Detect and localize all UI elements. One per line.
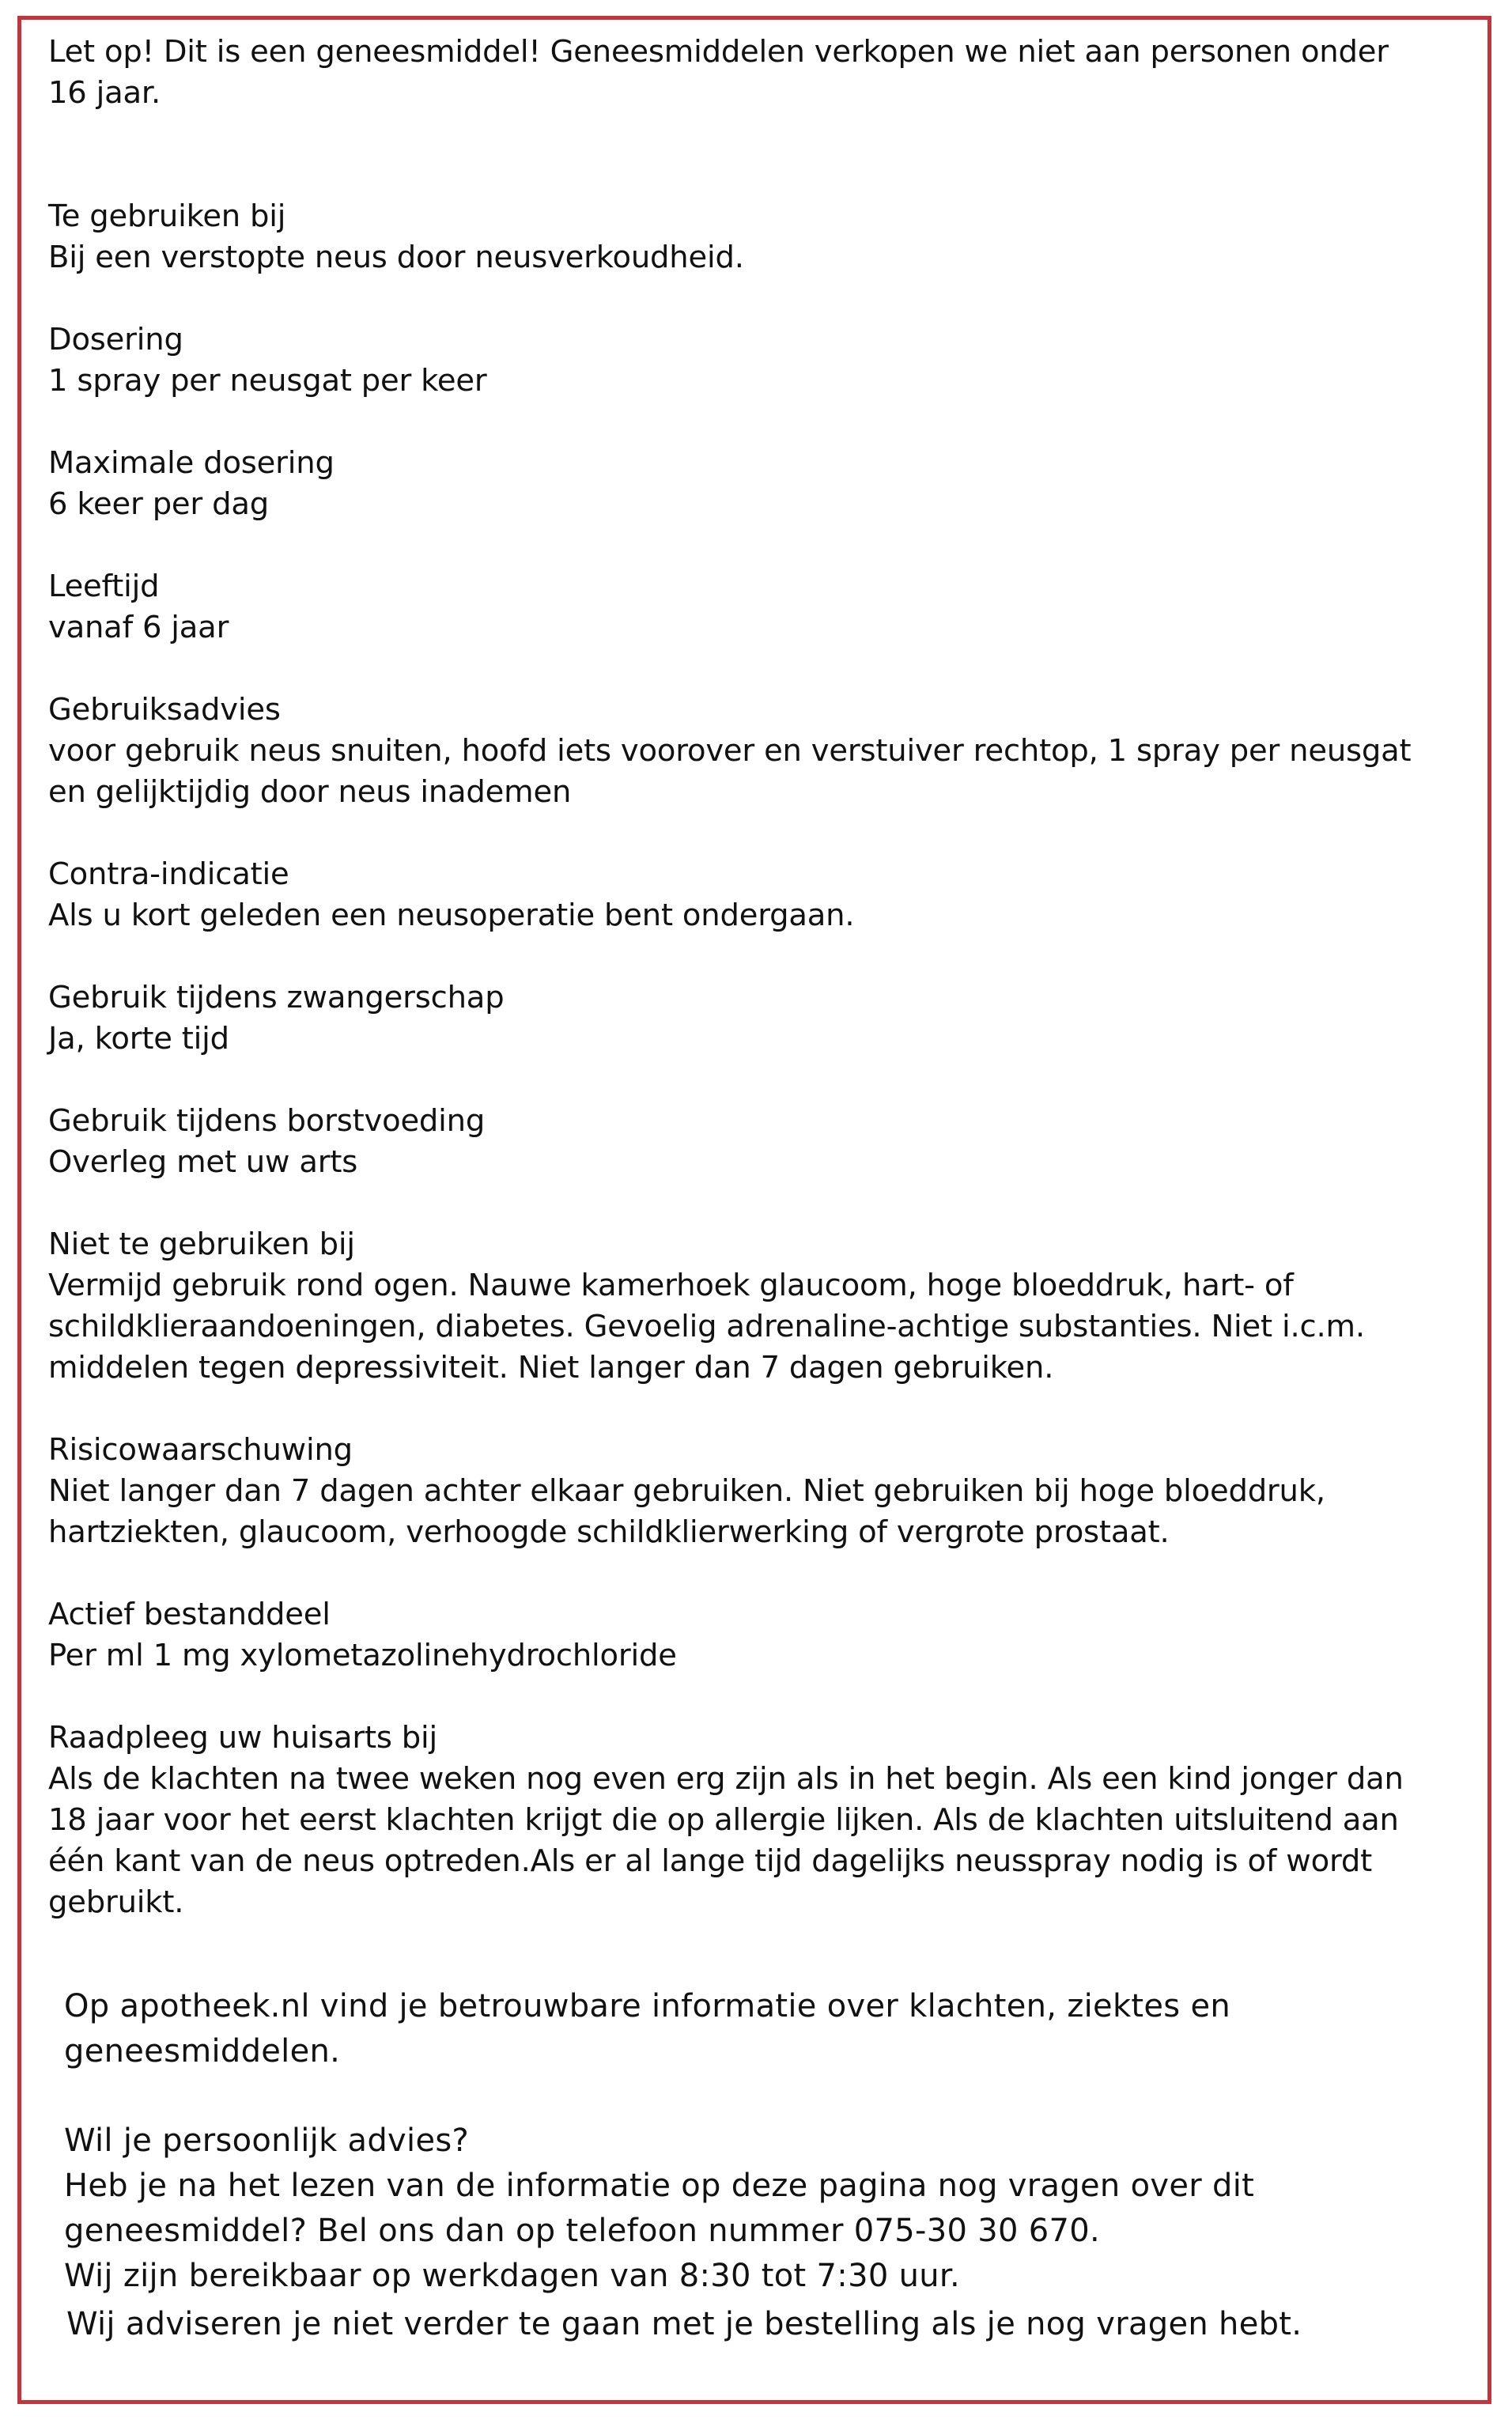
section-risicowaarschuwing [48, 1430, 1424, 1553]
section-body: voor gebruik neus snuiten, hoofd iets voorover en verstuiver rechtop, 1 spray per neusgat en gelijktijdig door neus inademen [48, 733, 1412, 810]
section-body: Vermijd gebruik rond ogen. Nauwe kamerhoek glaucoom, hoge bloeddruk, hart- of schildklieraandoeningen, diabetes. Gevoelig adrenaline-achtige substanties. Niet i.c.m. middelen tegen depressiviteit. Niet langer dan 7 dagen gebruiken. [48, 1268, 1365, 1385]
section-body: Als u kort geleden een neusoperatie bent ondergaan. [48, 898, 855, 933]
section-contra-indicatie [48, 854, 1424, 936]
section-body: 6 keer per dag [48, 486, 269, 522]
section-heading: Maximale dosering [48, 445, 335, 481]
section-gebruiksadvies [48, 690, 1424, 813]
age-warning: Let op! Dit is een geneesmiddel! Geneesmiddelen verkopen we niet aan personen onder 16 jaar. [48, 34, 1389, 111]
section-heading: Gebruik tijdens zwangerschap [48, 980, 505, 1015]
contact-footer [64, 1984, 1440, 2347]
section-heading: Gebruiksadvies [48, 692, 281, 728]
section-body: Als de klachten na twee weken nog even erg zijn als in het begin. Als een kind jonger dan 18 jaar voor het eerst klachten krijgt die op allergie lijken. Als de klachten uitsluitend aan één kant van de neus optreden.Als er al lange tijd dagelijks neusspray nodig is of wordt gebruikt. [48, 1761, 1404, 1920]
section-body: 1 spray per neusgat per keer [48, 363, 487, 399]
section-heading: Gebruik tijdens borstvoeding [48, 1103, 486, 1139]
availability-text: Wij zijn bereikbaar op werkdagen van 8:30 tot 7:30 uur. [64, 2258, 960, 2294]
section-leeftijd [48, 566, 1424, 648]
section-heading: Leeftijd [48, 569, 160, 604]
section-borstvoeding [48, 1101, 1424, 1183]
section-heading: Actief bestanddeel [48, 1597, 331, 1632]
section-heading: Niet te gebruiken bij [48, 1227, 355, 1262]
section-niet-te-gebruiken-bij [48, 1224, 1424, 1389]
section-body: vanaf 6 jaar [48, 610, 229, 645]
section-body: Bij een verstopte neus door neusverkoudheid. [48, 240, 744, 275]
section-dosering [48, 319, 1424, 402]
section-body: Niet langer dan 7 dagen achter elkaar gebruiken. Niet gebruiken bij hoge bloeddruk, hartziekten, glaucoom, verhoogde schildklierwerking of vergrote prostaat. [48, 1473, 1325, 1550]
advice-text: Heb je na het lezen van de informatie op deze pagina nog vragen over dit geneesmiddel? Bel ons dan op telefoon nummer 075-30 30 670. [64, 2168, 1255, 2249]
section-raadpleeg-huisarts [48, 1718, 1424, 1923]
section-body: Per ml 1 mg xylometazolinehydrochloride [48, 1638, 677, 1673]
info-text: Op apotheek.nl vind je betrouwbare informatie over klachten, ziektes en geneesmiddelen. [64, 1988, 1231, 2070]
section-heading: Raadpleeg uw huisarts bij [48, 1720, 438, 1756]
advice-heading: Wil je persoonlijk advies? [64, 2122, 470, 2159]
section-heading: Dosering [48, 322, 183, 357]
section-maximale-dosering [48, 443, 1424, 525]
section-actief-bestanddeel [48, 1594, 1424, 1676]
medicine-leaflet [48, 32, 1424, 1964]
spacer [64, 2074, 1440, 2119]
section-heading: Risicowaarschuwing [48, 1432, 353, 1468]
section-zwangerschap [48, 977, 1424, 1060]
section-heading: Contra-indicatie [48, 856, 289, 892]
section-body: Overleg met uw arts [48, 1144, 358, 1180]
section-heading: Te gebruiken bij [48, 198, 286, 234]
closing-text: Wij adviseren je niet verder te gaan met je bestelling als je nog vragen hebt. [66, 2306, 1302, 2342]
section-body: Ja, korte tijd [48, 1021, 229, 1057]
section-te-gebruiken-bij [48, 196, 1424, 278]
